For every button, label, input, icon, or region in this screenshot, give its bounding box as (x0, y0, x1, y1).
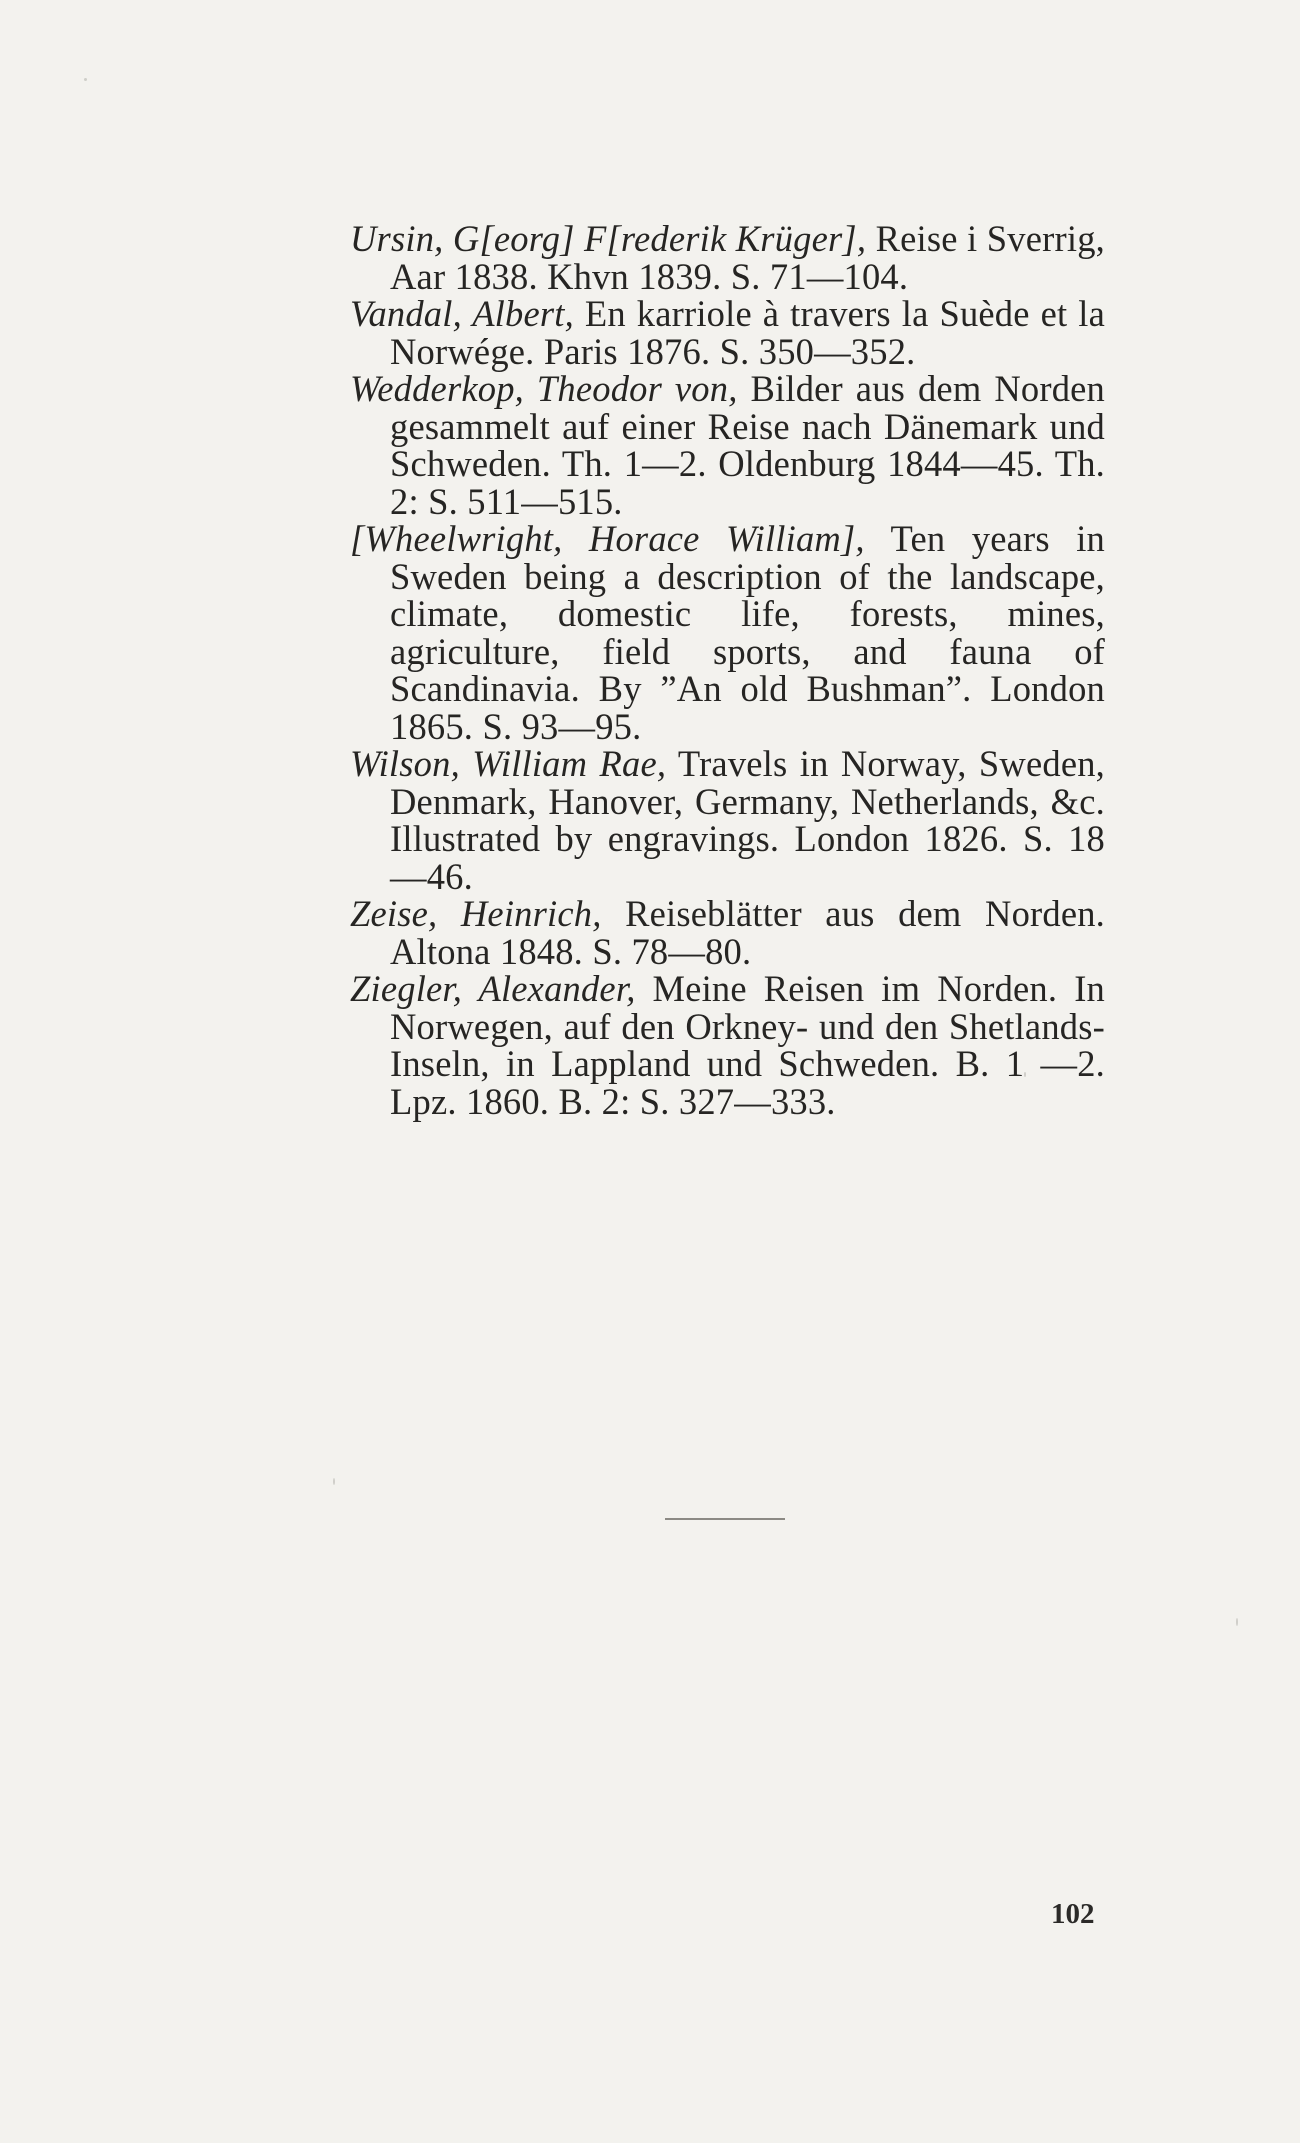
entry-text: Meine Reisen im Norden. In Norwegen, auf den Orkney- und den Shetlands-Inseln, in Lappland und Schweden. B. 1 —2. Lpz. 1860. B. 2: S. 327—333. (390, 968, 1106, 1122)
entry-text: Reise i Sverrig, Aar 1838. Khvn 1839. S. 71—104. (390, 218, 1105, 297)
entry-text: En karriole à travers la Suède et la Norwége. Paris 1876. S. 350—352. (390, 293, 1105, 372)
entry-author: Zeise, Heinrich, (350, 893, 602, 934)
entry-text: Travels in Norway, Sweden, Denmark, Hanover, Germany, Netherlands, &c. Illustrated by engravings. London 1826. S. 18—46. (390, 743, 1105, 897)
entry-author: [Wheelwright, Horace William], (350, 518, 865, 559)
bibliography-entry (350, 295, 1105, 370)
entry-author: Wilson, William Rae, (350, 743, 667, 784)
paper-speck (84, 78, 87, 81)
entry-author: Ziegler, Alexander, (350, 968, 636, 1009)
entry-text: Ten years in Sweden being a description of the landscape, climate, domestic life, forests, mines, agriculture, field sports, and fauna of Scandinavia. By ”An old Bushman”. London 1865. S. 93—95. (390, 518, 1106, 747)
page-number: 102 (1051, 1898, 1095, 1930)
entry-author: Wedderkop, Theodor von, (350, 368, 738, 409)
section-divider (665, 1518, 785, 1520)
bibliography-entry (350, 370, 1105, 520)
bibliography-entry (350, 745, 1105, 895)
entry-author: Vandal, Albert, (350, 293, 574, 334)
paper-speck (333, 1478, 335, 1485)
entry-author: Ursin, G[eorg] F[rederik Krüger], (350, 218, 867, 259)
bibliography-entry (350, 970, 1105, 1120)
entry-text: Reiseblätter aus dem Norden. Altona 1848. S. 78—80. (390, 893, 1106, 972)
paper-speck (1236, 1618, 1238, 1626)
entry-text: Bilder aus dem Norden gesammelt auf einer Reise nach Dänemark und Schweden. Th. 1—2. Oldenburg 1844—45. Th. 2: S. 511—515. (390, 368, 1105, 522)
bibliography-entry (350, 895, 1105, 970)
bibliography-list (350, 220, 1105, 1120)
bibliography-entry (350, 220, 1105, 295)
bibliography-entry (350, 520, 1105, 745)
